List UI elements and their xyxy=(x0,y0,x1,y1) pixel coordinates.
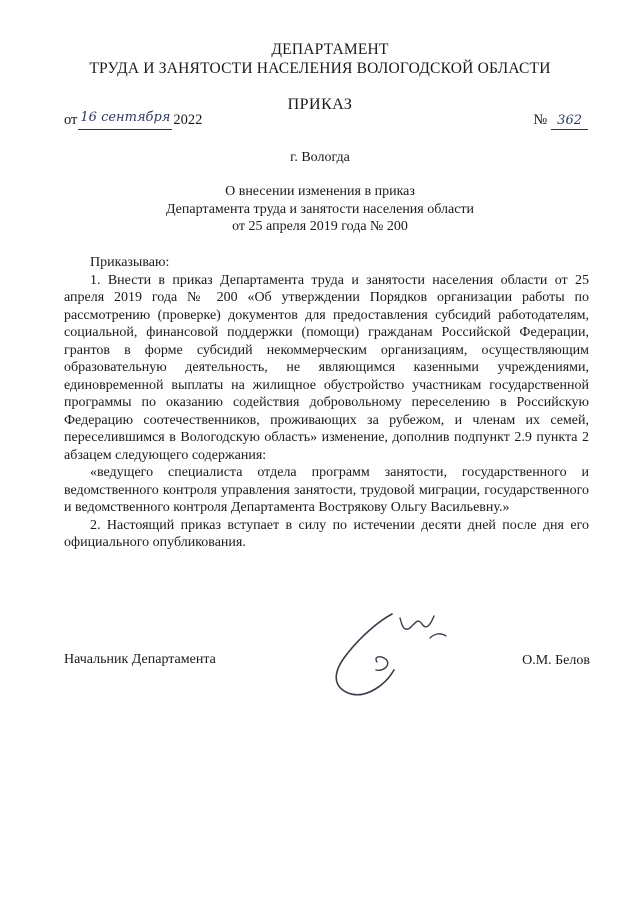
number-prefix: № xyxy=(533,112,548,128)
order-body xyxy=(64,254,589,552)
department-header xyxy=(0,40,640,78)
city: г. Вологда xyxy=(290,150,350,165)
handwritten-signature xyxy=(322,600,472,700)
order-title: ПРИКАЗ xyxy=(287,96,353,113)
date-year: 2022 xyxy=(173,112,203,128)
date-handwritten: 16 сентября xyxy=(80,110,171,125)
body-paragraph-2: 2. Настоящий приказ вступает в силу по истечении десяти дней после дня его официального опубликования. xyxy=(64,517,589,550)
subject-line-3: от 25 апреля 2019 года № 200 xyxy=(232,219,408,234)
date-handwritten-field xyxy=(78,112,172,130)
header-line-2: ТРУДА И ЗАНЯТОСТИ НАСЕЛЕНИЯ ВОЛОГОДСКОЙ ОБЛАСТИ xyxy=(89,60,551,77)
body-paragraph-quote: «ведущего специалиста отдела программ занятости, государственного и ведомственного контроля управления занятости, трудовой миграции, государственного и ведомственного контроля Департамента Вострякову Ольгу Васильевну.» xyxy=(64,465,589,515)
header-line-1: ДЕПАРТАМЕНТ xyxy=(271,41,389,58)
signatory-name: О.М. Белов xyxy=(522,653,590,668)
number-handwritten: 362 xyxy=(557,113,582,128)
signatory-position: Начальник Департамента xyxy=(64,652,216,667)
order-date xyxy=(64,112,202,130)
order-subject xyxy=(0,183,640,236)
subject-line-2: Департамента труда и занятости населения области xyxy=(165,201,475,217)
date-prefix: от xyxy=(64,112,78,128)
body-paragraph-1: 1. Внести в приказ Департамента труда и занятости населения области от 25 апреля 2019 года № 200 «Об утверждении Порядков организации работы по рассмотрению (проверке) документов для предоставления субсидий работодателям, социальной, финансовой поддержки (помощи) гражданам Российской Федерации, грантов в форме субсидий некоммерческим организациям, осуществляющим образовательную деятельность, не являющимся казенными учреждениями, единовременной выплаты на жилищное обустройство участникам государственной программы по оказанию содействия добровольному переселению в Российскую Федерацию соотечественников, проживающих за рубежом, и членам их семей, переселившимся в Вологодскую область» изменение, дополнив подпункт 2.9 пункта 2 абзацем следующего содержания: xyxy=(64,272,589,463)
number-field xyxy=(551,112,588,130)
order-number xyxy=(533,112,588,130)
subject-line-1: О внесении изменения в приказ xyxy=(225,184,415,199)
body-intro: Приказываю: xyxy=(90,255,170,270)
